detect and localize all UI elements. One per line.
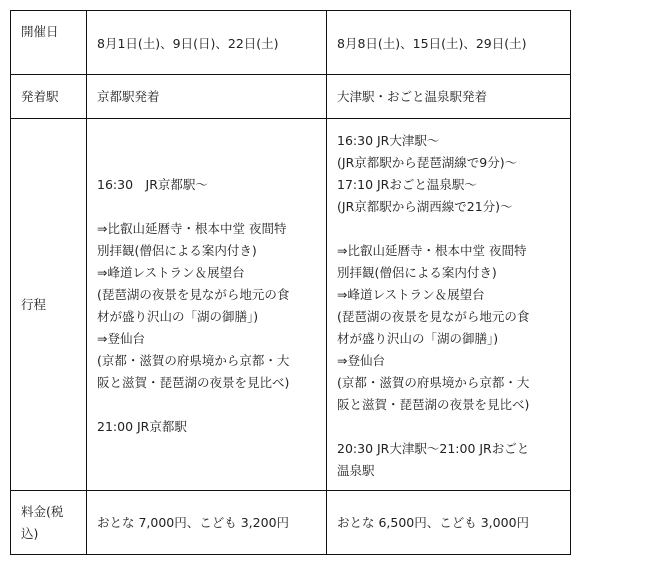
dates-kyoto-tour: 8月1日(土)、9日(日)、22日(土) [87, 11, 327, 75]
station-kyoto-tour: 京都駅発着 [87, 75, 327, 119]
dates-otsu-ogoto-tour: 8月8日(土)、15日(土)、29日(土) [327, 11, 571, 75]
row-label-itinerary: 行程 [11, 119, 87, 491]
table-row-stations [11, 75, 571, 119]
itinerary-kyoto-tour: 16:30 JR京都駅〜 ⇒比叡山延暦寺・根本中堂 夜間特 別拝観(僧侶による案内付き) ⇒峰道レストラン＆展望台 (琵琶湖の夜景を見ながら地元の食 材が盛り沢山の「湖の御膳」) ⇒登仙台 (京都・滋賀の府県境から京都・大 阪と滋賀・琵琶湖の夜景を見比べ) 21:00 JR京都駅 [87, 119, 327, 491]
itinerary-otsu-ogoto-tour: 16:30 JR大津駅〜 (JR京都駅から琵琶湖線で9分)〜 17:10 JRおごと温泉駅〜 (JR京都駅から湖西線で21分)〜 ⇒比叡山延暦寺・根本中堂 夜間特 別拝観(僧侶による案内付き) ⇒峰道レストラン＆展望台 (琵琶湖の夜景を見ながら地元の食 材が盛り沢山の「湖の御膳」) ⇒登仙台 (京都・滋賀の府県境から京都・大 阪と滋賀・琵琶湖の夜景を見比べ) 20:30 JR大津駅〜21:00 JRおごと 温泉駅 [327, 119, 571, 491]
row-label-stations: 発着駅 [11, 75, 87, 119]
table-row-dates [11, 11, 571, 75]
row-label-price: 料金(税 込) [11, 491, 87, 555]
table-row-itinerary [11, 119, 571, 491]
price-kyoto-tour: おとな 7,000円、こども 3,200円 [87, 491, 327, 555]
row-label-dates: 開催日 [11, 11, 87, 75]
tour-schedule-table [10, 10, 571, 555]
price-otsu-ogoto-tour: おとな 6,500円、こども 3,000円 [327, 491, 571, 555]
table-row-price [11, 491, 571, 555]
station-otsu-ogoto-tour: 大津駅・おごと温泉駅発着 [327, 75, 571, 119]
